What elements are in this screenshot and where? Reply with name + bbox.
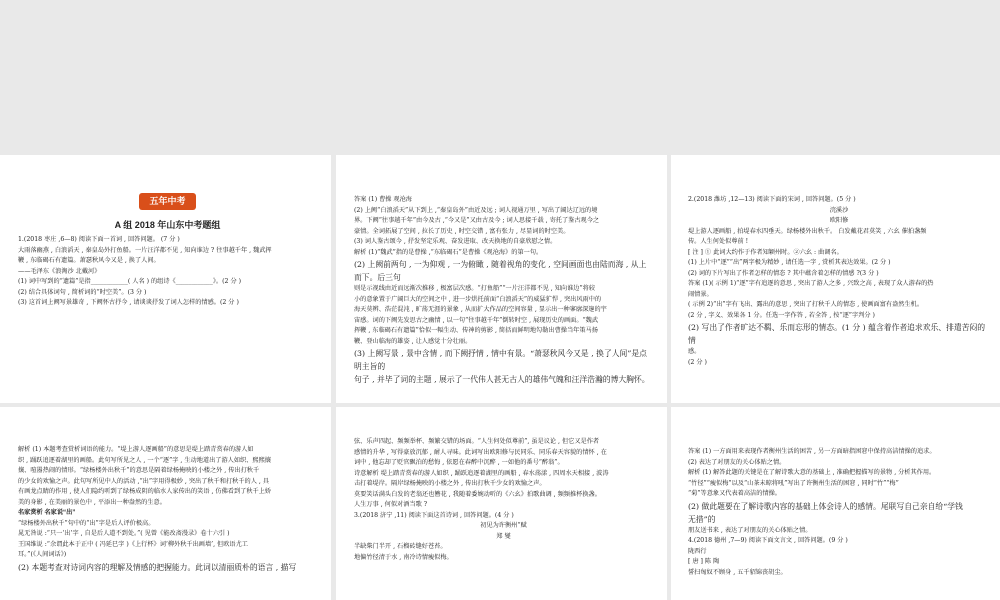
poem-line: 誓扫匈奴不顾身 , 五千貂锦丧胡尘。 (688, 568, 787, 576)
analysis-line: 解析 (1) 解答此题的关键是在了解诗歌大意的基础上 , 准确把握描写的景物 , 分析其作用。 (688, 469, 936, 476)
answer-line: ( 示例 2)“出”字有飞出、露出的意思 , 突出了打秋千人的情态 , 使画面富有盎然生机。 (688, 301, 924, 308)
poem-source: ——毛泽东《浪淘沙 北戴河》 (18, 267, 101, 275)
analysis-line: 海天莫辨、浩茫混沌 , 旷荡无涯的景象 , 从而扩大作品的空间容量 , 显示出一种寥廓深邃的宇 (354, 306, 607, 313)
answer-line-large: (2) 写出了作者旷达不羁、乐而忘形的情态。(1 分 ) 蕴含着作者追求欢乐、排遣苦闷的情 (688, 323, 986, 345)
question-item: (2) 结合具体词句 , 简析词的“时空美”。(3 分 ) (18, 288, 147, 296)
analysis-line: 小的意象置于广阔巨大的空间之中 , 进一步烘托前面“白浪滔天”的威猛犷悍 , 突出风雨中的 (354, 295, 602, 303)
poem-line: 地偏竹径清于水 , 南冷诗情瘦似梅。 (354, 553, 453, 561)
translation-line: 人生万事 , 何似对酒当歌 ? (354, 501, 428, 508)
answer-line: 豪情。全词拓展了空间 , 拉长了历史 , 时空交错 , 富有张力 , 尽显词的时空美。 (354, 227, 570, 235)
group-title: A 组 2018 年山东中考题组 (114, 220, 221, 230)
poem-line: 传。人生何处似尊前 ! (688, 238, 749, 245)
answer-line: 答案 (1)( 示例 1)“逐”字有追逐的意思 , 突出了游人之多 , 兴致之高 , 表现了众人游春的热 (688, 280, 934, 287)
analysis-line: 感情的升华 , 写得豪放沉郁 , 耐人寻味。此词写出欧阳修与民同乐、同乐春天容貌的情怀 , 在 (354, 448, 607, 456)
answer-line: (2 分 , 字义、效果各 1 分。任选一字作答 , 若全答 , 按“逐”字判分 ) (688, 311, 875, 319)
doc-page-4 (0, 407, 331, 600)
poem-line: 半缺柴门半开 , 石榴砖缝好苍苔。 (354, 543, 447, 550)
analysis-line: 宙感。词的下阙先发思古之幽情 , 以一句“往事越千年”倒转时空 , 展现历史的画面。“魏武 (354, 316, 599, 324)
commentary-line: 晁无咎说 :“只一‘出’字 , 自是后人道不到处。”( 见曾《能改斋漫录》卷十六引 ) (18, 530, 230, 537)
question-item: (1) 上片中“逐”“出”两字极为精妙 , 请任选一字 , 赏析其表达效果。(2 分 ) (688, 259, 891, 266)
analysis-line: 解析 (1) 本题考查赏析词语的能力。“堤上游人逐画船”的意思是堤上踏青赏春的游人如 (18, 446, 254, 453)
analysis-line-large: (2) 做此题要在了解诗歌内容的基础上体会诗人的感情。尾联写自己亲自给“学钱 (688, 501, 963, 511)
commentary-heading: 名家赏析 名家说“出” (18, 509, 76, 516)
commentary-line: 王国维说 :“余谓此本于正中 ( 冯延巳字 )《上行杯》词‘柳外秋千出画墙’, 但欧语尤工 (18, 540, 248, 548)
analysis-line-large: 句子 , 并毕了词的主题 , 展示了一代伟人甚无古人的雄伟气魄和汪洋浩瀚的博大胸怀。 (354, 375, 650, 384)
answer-line: (3) 词人鉴古颂今 , 抒发坚定乐观、奋发进取、改天换地的自豪欣慰之情。 (354, 238, 557, 245)
commentary-line: 耳。”(《人间词话》) (18, 551, 67, 558)
answer-line: 闹情景。 (688, 290, 713, 298)
analysis-line: “菊”等意象又代表着高洁的情操。 (688, 490, 781, 497)
analysis-line: “竹径”“瘦似梅”以及“山茶未晾将吼”写出了许衡州生活的困窘 , 同时“竹”“梅” (688, 479, 899, 487)
poem-author: [ 唐 ] 陈 陶 (688, 558, 720, 565)
doc-page-3 (671, 155, 1000, 403)
answer-line: 界。下阙“往事越千年”由今及古 ,“今又是”又由古及今 ; 词人思接千载 , 寄托了鉴古观今之 (354, 217, 600, 224)
answer-line: 感。 (688, 348, 701, 355)
analysis-line: 则是示视线由近而远渐次推移 , 极富层次感。“打鱼船”“一片汪洋都不见 , 知向谁边”将较 (354, 285, 596, 292)
question-line: 4.(2018 德州 ,7—9) 阅读下面文言文 , 回答问题。(9 分 ) (688, 537, 848, 544)
analysis-line: 弦、乐声四起、频频举杯、频繁交错的场面。“人生何处似尊前”, 虽是议论 , 但它又是作者 (354, 438, 600, 445)
analysis-line: 美的身影 , 在美丽的景色中 , 平添出一种盎然的生意。 (18, 498, 166, 506)
analysis-line: 的少女的欢愉之声。此句写所见中人的活动 ,“出”字用得极妙 , 突出了秋千和打秋千的人 , 具 (18, 477, 269, 485)
question-line: 1.(2018 枣庄 ,6—8) 阅读下面一首词 , 回答问题。 (7 分 ) (18, 236, 180, 243)
translation-line: 诗意解析 堤上踏青赏春的游人如织 , 踊跃追逐着湖里的画船 , 春水荡漾 , 四周水天相接 , 波涛 (354, 469, 609, 477)
commentary-line: “绿杨楼外出秋千”句中的“出”字是后人评价极高。 (18, 519, 155, 527)
analysis-line: 朋友送书来 , 表达了对朋友的关心体贴之情。 (688, 526, 812, 534)
analysis-line: 挥鞭 , 东临碣石有遗篇”恰似一幅生动、传神的剪影 , 简括而鲜明地勾勒出曹操当年策马扬 (354, 327, 598, 334)
poem-line: 鞭 , 东临碣石有遗篇。萧瑟秋风今又是 , 换了人间。 (18, 257, 160, 264)
poem-title: 陇西行 (688, 547, 707, 555)
poem-title: 浣溪沙 (829, 206, 849, 214)
doc-page-5 (336, 407, 667, 600)
question-line: 2.(2018 潍坊 ,12—13) 阅读下面的宋词 , 回答问题。(5 分 ) (688, 196, 856, 203)
poem-author: 郑 燮 (496, 532, 511, 540)
analysis-line-large: 而下。后三句 (354, 273, 401, 282)
poem-author: 欧阳修 (829, 217, 849, 224)
analysis-line: 解析 (1)“魏武”指的是曹操 ,“东临碣石”是曹操《观沧海》的第一句。 (354, 248, 543, 256)
doc-page-1 (0, 155, 331, 403)
analysis-line-large: (3) 上阙写景 , 景中含情 , 而下阙抒情 , 情中有景。“萧瑟秋风今又是 , 换了人间”是点明主旨的 (354, 349, 647, 371)
answer-line: 答案 (1) 曹操 观沧海 (354, 196, 412, 203)
doc-page-2 (336, 155, 667, 403)
answer-line: (2) 表达了对朋友的关心体贴之情。 (688, 458, 786, 466)
poem-title: 初见为许衡州“赋 (480, 522, 527, 529)
section-badge: 五年中考 (139, 193, 195, 210)
analysis-line: 词中 , 他忘却了贬官飘泊的愁悔 , 依愿在春醉中沉醉 , 一如他的番号“醉翁”。 (354, 459, 564, 466)
analysis-line: 攘、喧嚣热闹的情形。“绿杨楼外出秋千”的意思是隔着绿杨掩映的小楼之外 , 传出打秋千 (18, 467, 260, 474)
note-line: [ 注 ] ① 此词大约作于作者知颖州时。②六幺 : 曲调名。 (688, 248, 843, 256)
answer-line: (2 分 ) (688, 358, 707, 366)
question-item: (2) 词的下片写出了作者怎样的情态 ? 其中蕴含着怎样的情感 ?(3 分 ) (688, 269, 879, 277)
doc-page-6 (671, 407, 1000, 600)
analysis-line: 鞭、登山临海的雄姿 , 让人感觉十分壮丽。 (354, 337, 472, 345)
poem-line: 堤上游人逐画船 , 拍堤春水四垂天。绿杨楼外出秋千。 白发戴花君莫笑 , 六幺 催拍盏频 (688, 227, 927, 235)
question-item: (3) 这首词上阙写景雄奇 , 下阙怀古抒今 , 请谈谈抒发了词人怎样的情感。(2 分 ) (18, 299, 239, 306)
analysis-line-large: (2) 上阙前两句 , 一为仰观 , 一为俯瞰 , 随着视角的变化 , 空间画面也由陆而海 , 从上 (354, 260, 647, 269)
analysis-line-large: (2) 本题考查对诗词内容的理解及情感的把握能力。此词以清丽质朴的语言 , 描写 (18, 562, 297, 572)
answer-line: (2) 上阙“白浪滔天”从下到上 ,“秦皇岛外”由近及远 ; 词人视通万里 , 写出了阔达辽远的境 (354, 206, 598, 214)
poem-line: 大雨落幽燕 , 白浪滔天 , 秦皇岛外打鱼船。一片汪洋都不见 , 知向谁边 ? 往事越千年 , 魏武挥 (18, 246, 272, 254)
analysis-line: 有画龙点睛的作用 , 使人们隐约听到了绿杨成阴的临水人家传出的笑语 , 仿佛看到了秋千上娇 (18, 488, 272, 495)
translation-line: 莫要笑话满头白发的老翁还也簪花 , 我随着委婉动听的《六幺》拍歌曲调 , 频频推杯换盏。 (354, 490, 601, 498)
question-line: 3.(2018 济宁 ,11) 阅读下面这首诗词 , 回答问题。(4 分 ) (354, 511, 514, 519)
translation-line: 击打着堤岸。隔岸绿杨掩映的小楼之外 , 传出打秋千少女的欢愉之声。 (354, 480, 546, 487)
analysis-line: 织 , 踊跃追逐着湖里的画船。此句写所见之人 , 一个“逐”字 , 生动地道出了游人如织、熙熙攘 (18, 456, 271, 464)
answer-line: 答案 (1) 一方面用来表现作者衡州生活的困苦 , 另一方面暗指困窘中保持高洁情操的追求。 (688, 448, 936, 455)
question-item: (1) 词中写到的“遗篇”是指____________( 人名 ) 的组诗《____________》。(2 分 ) (18, 278, 242, 285)
analysis-line-large: 无措”的 (688, 514, 716, 524)
